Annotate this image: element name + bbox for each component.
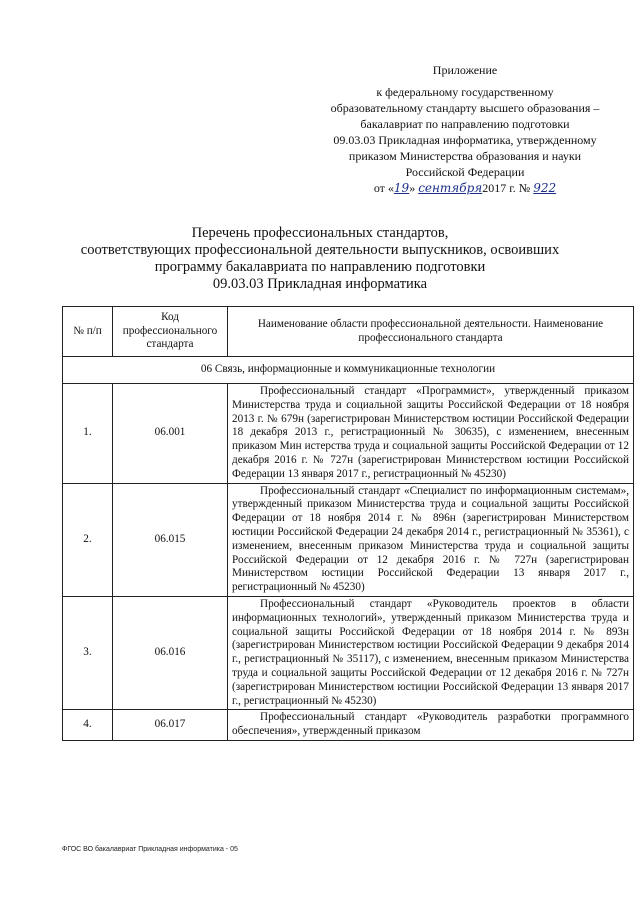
row-text: Профессиональный стандарт «Руководитель проектов в области информационных технологий», утвержденный приказом Министерства труда и социальной защиты Российской Федерации от 18 ноября 2014 г. № 893н (зарегистрирован Министерством юстиции Российской Федерации 9 декабря 2014 г., регистрационный № 35117), с изменением, внесенным приказом Министерства труда и социальной защиты Российской Федерации от 12 декабря 2016 г. № 727н (зарегистрирован Министерством юстиции Российской Федерации 13 января 2017 г., регистрационный № 45230) (228, 596, 634, 709)
row-code: 06.017 (113, 710, 228, 741)
header-name: Наименование области профессиональной деятельности. Наименование профессионального стандарта (228, 307, 634, 357)
title-line: 09.03.03 Прикладная информатика (212, 276, 428, 292)
title-line: программу бакалавриата по направлению подготовки (154, 259, 486, 275)
order-number-handwritten: 922 (533, 181, 557, 195)
header-num: № п/п (63, 307, 113, 357)
appendix-line: к федеральному государственному (376, 85, 554, 99)
row-num: 4. (63, 710, 113, 741)
row-text: Профессиональный стандарт «Специалист по информационным системам», утвержденный приказом Министерства труда и социальной защиты Российской Федерации от 18 ноября 2014 г. № 896н (зарегистрирован Министерством юстиции Российской Федерации 24 декабря 2014 г., регистрационный № 35361), с изменением, внесенным приказом Министерства труда и социальной защиты Российской Федерации от 12 декабря 2016 г. № 727н (зарегистрирован Министерством юстиции Российской Федерации 13 января 2017 г., регистрационный № 45230) (228, 483, 634, 596)
appendix-block (300, 62, 630, 196)
section-row (63, 357, 634, 384)
order-month-handwritten: сентября (418, 181, 483, 195)
order-mid: » (409, 181, 419, 195)
header-code: Код профессионального стандарта (113, 307, 228, 357)
appendix-line: Российской Федерации (405, 165, 525, 179)
appendix-title: Приложение (432, 63, 498, 77)
section-title: 06 Связь, информационные и коммуникационные технологии (63, 357, 634, 384)
page-footer: ФГОС ВО бакалавриат Прикладная информатика - 05 (62, 846, 238, 853)
appendix-line: образовательному стандарту высшего образования – (330, 101, 600, 115)
table-row (63, 384, 634, 484)
table-row (63, 596, 634, 709)
standards-table (62, 306, 634, 741)
row-code: 06.001 (113, 384, 228, 484)
order-date-line (300, 180, 630, 196)
order-day-handwritten: 19 (393, 181, 410, 195)
order-year: 2017 г. № (482, 181, 534, 195)
table-row (63, 710, 634, 741)
row-num: 2. (63, 483, 113, 596)
appendix-line: 09.03.03 Прикладная информатика, утвержденному (333, 133, 597, 147)
row-text: Профессиональный стандарт «Программист», утвержденный приказом Министерства труда и социальной защиты Российской Федерации от 18 ноября 2013 г. № 679н (зарегистрирован Министерством юстиции Российской Федерации 18 декабря 2013 г., регистрационный № 30635), с изменением, внесенным приказом Мин истерства труда и социальной защиты Российской Федерации от 12 декабря 2016 г. № 727н (зарегистрирован Министерством юстиции Российской Федерации 13 января 2017 г., регистрационный № 45230) (228, 384, 634, 484)
table-header-row (63, 307, 634, 357)
row-num: 1. (63, 384, 113, 484)
row-code: 06.016 (113, 596, 228, 709)
row-code: 06.015 (113, 483, 228, 596)
appendix-line: бакалавриат по направлению подготовки (360, 117, 570, 131)
row-text: Профессиональный стандарт «Руководитель разработки программного обеспечения», утвержденный приказом (228, 710, 634, 741)
row-num: 3. (63, 596, 113, 709)
document-title (40, 225, 600, 293)
order-prefix: от « (373, 181, 394, 195)
appendix-line: приказом Министерства образования и науки (348, 149, 582, 163)
title-line: соответствующих профессиональной деятельности выпускников, освоивших (80, 242, 560, 258)
table-row (63, 483, 634, 596)
title-line: Перечень профессиональных стандартов, (191, 225, 449, 241)
